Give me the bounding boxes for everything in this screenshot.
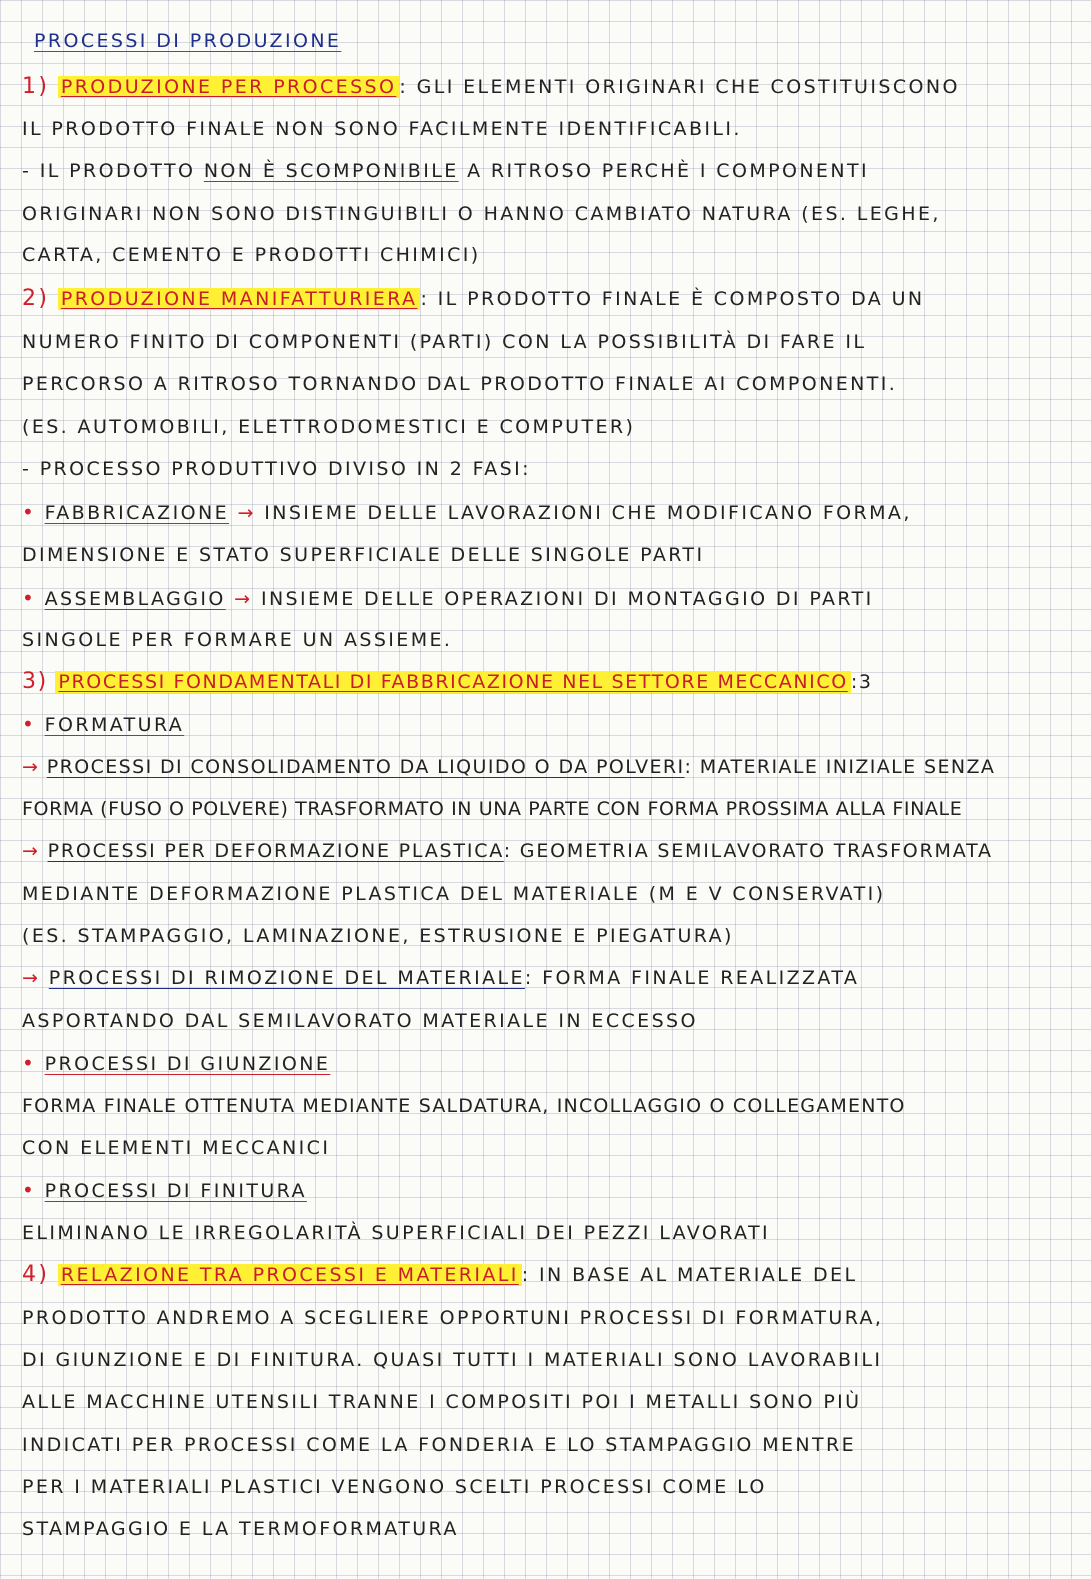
subitem-consolidamento: → PROCESSI DI CONSOLIDAMENTO DA LIQUIDO O DA POLVERI: MATERIALE INIZIALE SENZA (22, 756, 996, 778)
section-number: 4) (22, 1262, 50, 1287)
section-2-heading-line: 2) PRODUZIONE MANIFATTURIERA : IL PRODOTTO FINALE È COMPOSTO DA UN (22, 286, 925, 311)
text-line: PERCORSO A RITROSO TORNANDO DAL PRODOTTO FINALE AI COMPONENTI. (22, 373, 898, 395)
text-line: ORIGINARI NON SONO DISTINGUIBILI O HANNO CAMBIATO NATURA (ES. LEGHE, (22, 203, 941, 225)
text-line: FORMA (FUSO O POLVERE) TRASFORMATO IN UNA PARTE CON FORMA PROSSIMA ALLA FINALE (22, 798, 963, 820)
section-heading: RELAZIONE TRA PROCESSI E MATERIALI (58, 1264, 522, 1286)
arrow-right-icon: → (22, 967, 41, 989)
section-number: 3) (22, 669, 48, 694)
page-title: PROCESSI DI PRODUZIONE (34, 30, 342, 52)
text-line: ELIMINANO LE IRREGOLARITÀ SUPERFICIALI DEI PEZZI LAVORATI (22, 1222, 770, 1244)
bullet-icon: • (22, 712, 37, 736)
subitem-deformazione: → PROCESSI PER DEFORMAZIONE PLASTICA: GEOMETRIA SEMILAVORATO TRASFORMATA (22, 840, 993, 862)
section-3-heading-line: 3) PROCESSI FONDAMENTALI DI FABBRICAZIONE NEL SETTORE MECCANICO :3 (22, 669, 873, 694)
text-line: DIMENSIONE E STATO SUPERFICIALE DELLE SINGOLE PARTI (22, 544, 705, 566)
underlined-term: ASSEMBLAGGIO (44, 588, 226, 610)
underlined-term: PROCESSI DI FINITURA (44, 1180, 307, 1202)
section-heading: PRODUZIONE PER PROCESSO (58, 76, 400, 98)
text-line: MEDIANTE DEFORMAZIONE PLASTICA DEL MATERIALE (M E V CONSERVATI) (22, 883, 886, 905)
text-line: ALLE MACCHINE UTENSILI TRANNE I COMPOSITI POI I METALLI SONO PIÙ (22, 1391, 862, 1413)
bullet-formatura (22, 709, 1072, 740)
arrow-right-icon: → (234, 588, 253, 610)
bullet-fabbricazione: • FABBRICAZIONE → INSIEME DELLE LAVORAZIONI CHE MODIFICANO FORMA, (22, 500, 912, 524)
text-line: PRODOTTO ANDREMO A SCEGLIERE OPPORTUNI PROCESSI DI FORMATURA, (22, 1307, 884, 1329)
text-line: PER I MATERIALI PLASTICI VENGONO SCELTI PROCESSI COME LO (22, 1476, 767, 1498)
bullet-assemblaggio: • ASSEMBLAGGIO → INSIEME DELLE OPERAZIONI DI MONTAGGIO DI PARTI (22, 586, 874, 610)
text-line: ASPORTANDO DAL SEMILAVORATO MATERIALE IN ECCESSO (22, 1010, 698, 1032)
bullet-icon: • (22, 1178, 37, 1202)
bullet-giunzione (22, 1048, 1072, 1079)
text-line: (ES. STAMPAGGIO, LAMINAZIONE, ESTRUSIONE E PIEGATURA) (22, 925, 734, 947)
arrow-right-icon: → (237, 502, 256, 524)
text-line: (ES. AUTOMOBILI, ELETTRODOMESTICI E COMPUTER) (22, 416, 636, 438)
bullet-icon: • (22, 500, 37, 524)
text-line: CARTA, CEMENTO E PRODOTTI CHIMICI) (22, 244, 481, 266)
text-line: IL PRODOTTO FINALE NON SONO FACILMENTE IDENTIFICABILI. (22, 118, 742, 140)
text-line: NUMERO FINITO DI COMPONENTI (PARTI) CON LA POSSIBILITÀ DI FARE IL (22, 331, 867, 353)
underlined-term: PROCESSI DI GIUNZIONE (44, 1053, 331, 1075)
bullet-finitura (22, 1175, 1072, 1206)
section-heading: PRODUZIONE MANIFATTURIERA (58, 288, 421, 310)
text-line: - PROCESSO PRODUTTIVO DIVISO IN 2 FASI: (22, 458, 531, 480)
section-number: 1) (22, 74, 50, 99)
arrow-right-icon: → (22, 756, 40, 778)
underlined-term: FABBRICAZIONE (44, 502, 229, 524)
text-line: INDICATI PER PROCESSI COME LA FONDERIA E LO STAMPAGGIO MENTRE (22, 1434, 857, 1456)
section-4-heading-line: 4) RELAZIONE TRA PROCESSI E MATERIALI : IN BASE AL MATERIALE DEL (22, 1262, 858, 1287)
text-line: SINGOLE PER FORMARE UN ASSIEME. (22, 629, 453, 651)
section-1-heading-line: 1) PRODUZIONE PER PROCESSO : GLI ELEMENTI ORIGINARI CHE COSTITUISCONO (22, 74, 960, 99)
bullet-icon: • (22, 586, 37, 610)
text-line: STAMPAGGIO E LA TERMOFORMATURA (22, 1518, 459, 1540)
section-number: 2) (22, 286, 50, 311)
text-line: - IL PRODOTTO NON È SCOMPONIBILE A RITROSO PERCHÈ I COMPONENTI (22, 160, 869, 182)
underlined-term: FORMATURA (44, 714, 185, 736)
underlined-term: PROCESSI PER DEFORMAZIONE PLASTICA (47, 840, 504, 862)
text-line: CON ELEMENTI MECCANICI (22, 1137, 331, 1159)
underlined-term: NON È SCOMPONIBILE (203, 160, 459, 182)
underlined-term: PROCESSI DI CONSOLIDAMENTO DA LIQUIDO O DA POLVERI (46, 756, 685, 778)
subitem-rimozione: → PROCESSI DI RIMOZIONE DEL MATERIALE: FORMA FINALE REALIZZATA (22, 967, 860, 989)
section-heading: PROCESSI FONDAMENTALI DI FABBRICAZIONE NEL SETTORE MECCANICO (55, 671, 850, 693)
arrow-right-icon: → (22, 840, 40, 862)
bullet-icon: • (22, 1051, 37, 1075)
text-line: FORMA FINALE OTTENUTA MEDIANTE SALDATURA, INCOLLAGGIO O COLLEGAMENTO (22, 1095, 906, 1117)
underlined-term: PROCESSI DI RIMOZIONE DEL MATERIALE (48, 967, 525, 989)
text-line: DI GIUNZIONE E DI FINITURA. QUASI TUTTI I MATERIALI SONO LAVORABILI (22, 1349, 883, 1371)
